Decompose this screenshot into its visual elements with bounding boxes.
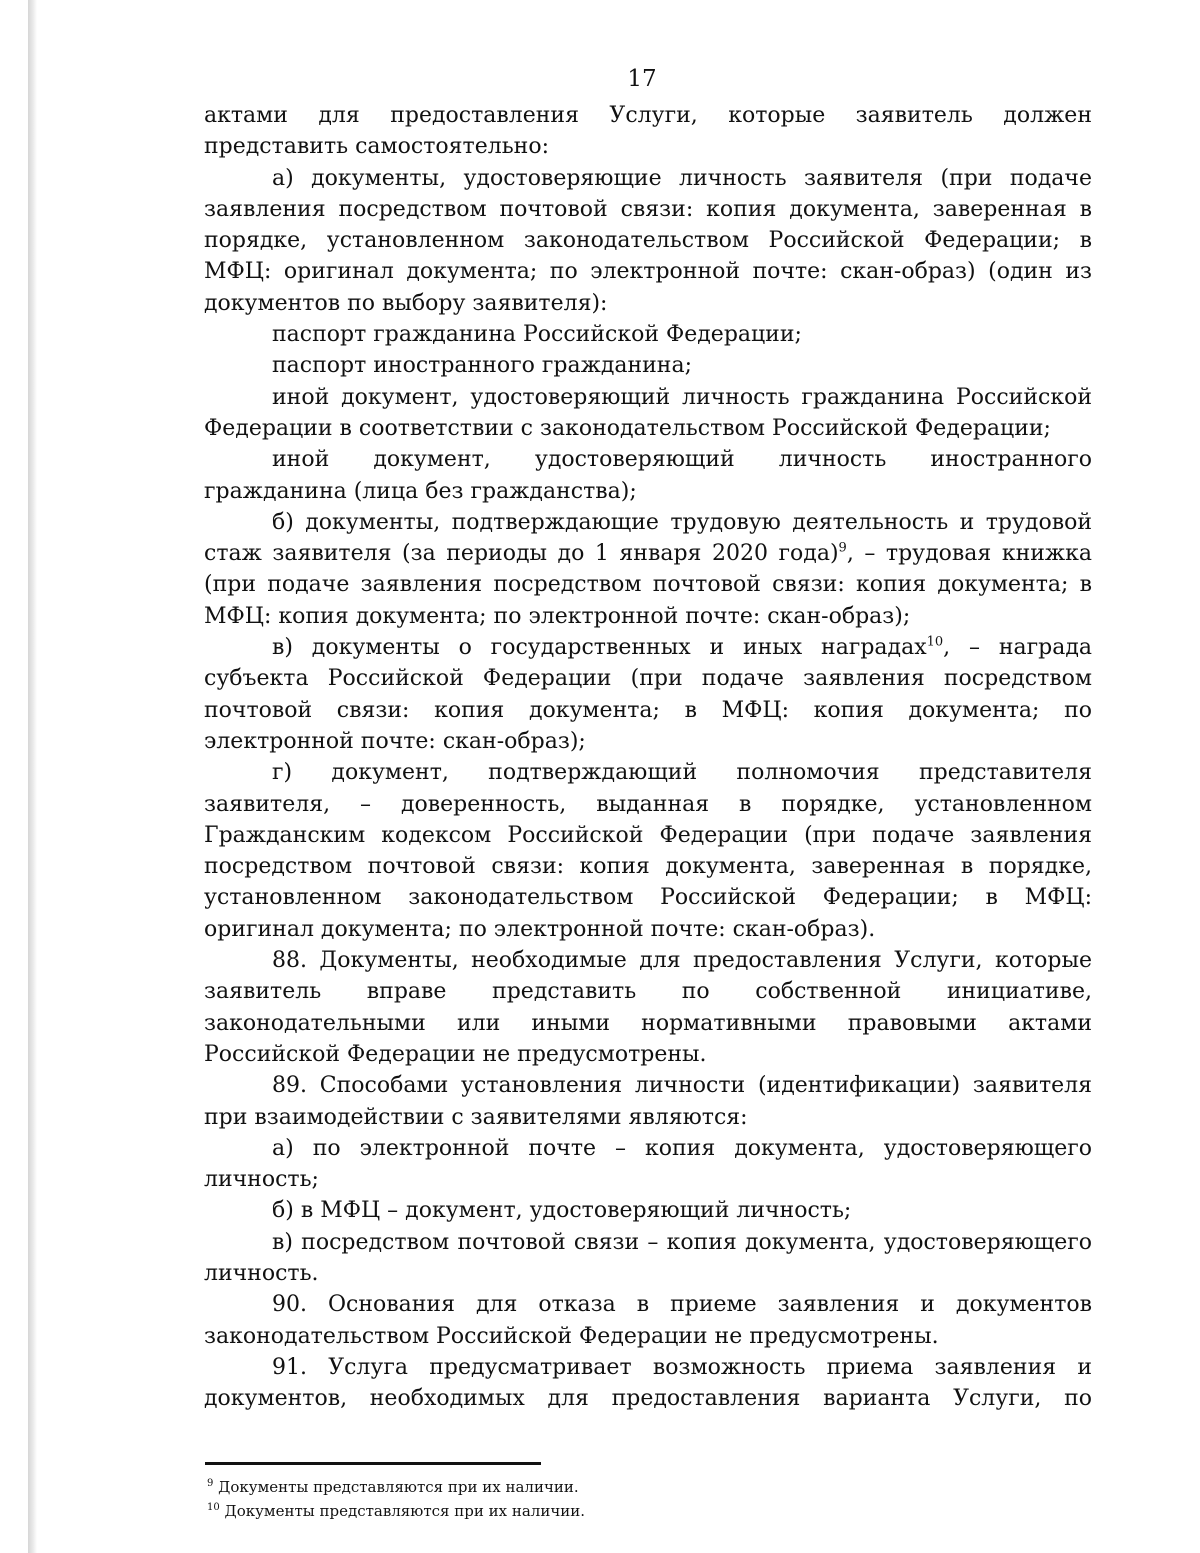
paragraph: иной документ, удостоверяющий личность иностранного гражданина (лица без гражданства);	[204, 447, 1092, 504]
paragraph: б) в МФЦ – документ, удостоверяющий личность;	[272, 1198, 852, 1224]
footnote-number: 9	[207, 1478, 214, 1489]
paragraph: а) документы, удостоверяющие личность заявителя (при подаче заявления посредством почтовой связи: копия документа, заверенная в порядке, установленном законодательством Российской Федерации; в МФЦ: оригинал документа; по электронной почте: скан-образ) (один из документов по выбору заявителя):	[204, 165, 1092, 316]
scan-left-edge	[28, 0, 37, 1553]
paragraph: 91. Услуга предусматривает возможность приема заявления и документов, необходимых для предоставления варианта Услуги, по	[204, 1354, 1092, 1412]
footnote	[207, 1475, 1087, 1499]
paragraph-text: , – трудовая книжка (при подаче заявления посредством почтовой связи: копия документа; в МФЦ: копия документа; по электронной почте: скан-образ);	[204, 541, 1092, 629]
footnote-separator	[205, 1462, 541, 1465]
paragraph: паспорт иностранного гражданина;	[272, 353, 692, 379]
footnotes	[207, 1475, 1087, 1523]
footnote-number: 10	[207, 1502, 220, 1513]
footnote	[207, 1499, 1087, 1523]
paragraph: г) документ, подтверждающий полномочия представителя заявителя, – доверенность, выданная в порядке, установленном Гражданским кодексом Российской Федерации (при подаче заявления посредством почтовой связи: копия документа, заверенная в порядке, установленном законодательством Российской Федерации; в МФЦ: оригинал документа; по электронной почте: скан-образ).	[204, 760, 1092, 942]
footnote-text: Документы представляются при их наличии.	[213, 1478, 579, 1496]
paragraph: 89. Способами установления личности (идентификации) заявителя при взаимодействии с заявителями являются:	[204, 1073, 1092, 1130]
page-number: 17	[627, 66, 657, 92]
paragraph: 90. Основания для отказа в приеме заявления и документов законодательством Российской Федерации не предусмотрены.	[204, 1292, 1092, 1349]
paragraph-text: в) документы о государственных и иных наградах	[272, 635, 927, 661]
footnote-text: Документы представляются при их наличии.	[219, 1502, 585, 1520]
paragraph: актами для предоставления Услуги, которые заявитель должен представить самостоятельно:	[204, 103, 1092, 160]
paragraph	[204, 507, 1092, 632]
paragraph: иной документ, удостоверяющий личность гражданина Российской Федерации в соответствии с законодательством Российской Федерации;	[204, 384, 1092, 441]
document-body	[204, 100, 1092, 1414]
paragraph: в) посредством почтовой связи – копия документа, удостоверяющего личность.	[204, 1229, 1092, 1286]
footnote-reference: 10	[926, 634, 944, 650]
footnote-reference: 9	[838, 540, 847, 556]
paragraph-text: б) документы, подтверждающие трудовую деятельность и трудовой стаж заявителя (за периоды до 1 января 2020 года)	[204, 509, 1092, 567]
paragraph: 88. Документы, необходимые для предоставления Услуги, которые заявитель вправе представить по собственной инициативе, законодательными или иными нормативными правовыми актами Российской Федерации не предусмотрены.	[204, 948, 1092, 1067]
paragraph: паспорт гражданина Российской Федерации;	[272, 322, 802, 348]
paragraph-text: , – награда субъекта Российской Федерации (при подаче заявления посредством почтовой связи: копия документа; в МФЦ: копия документа; по электронной почте: скан-образ);	[204, 635, 1092, 754]
paragraph	[204, 632, 1092, 757]
paragraph: а) по электронной почте – копия документа, удостоверяющего личность;	[204, 1135, 1092, 1193]
